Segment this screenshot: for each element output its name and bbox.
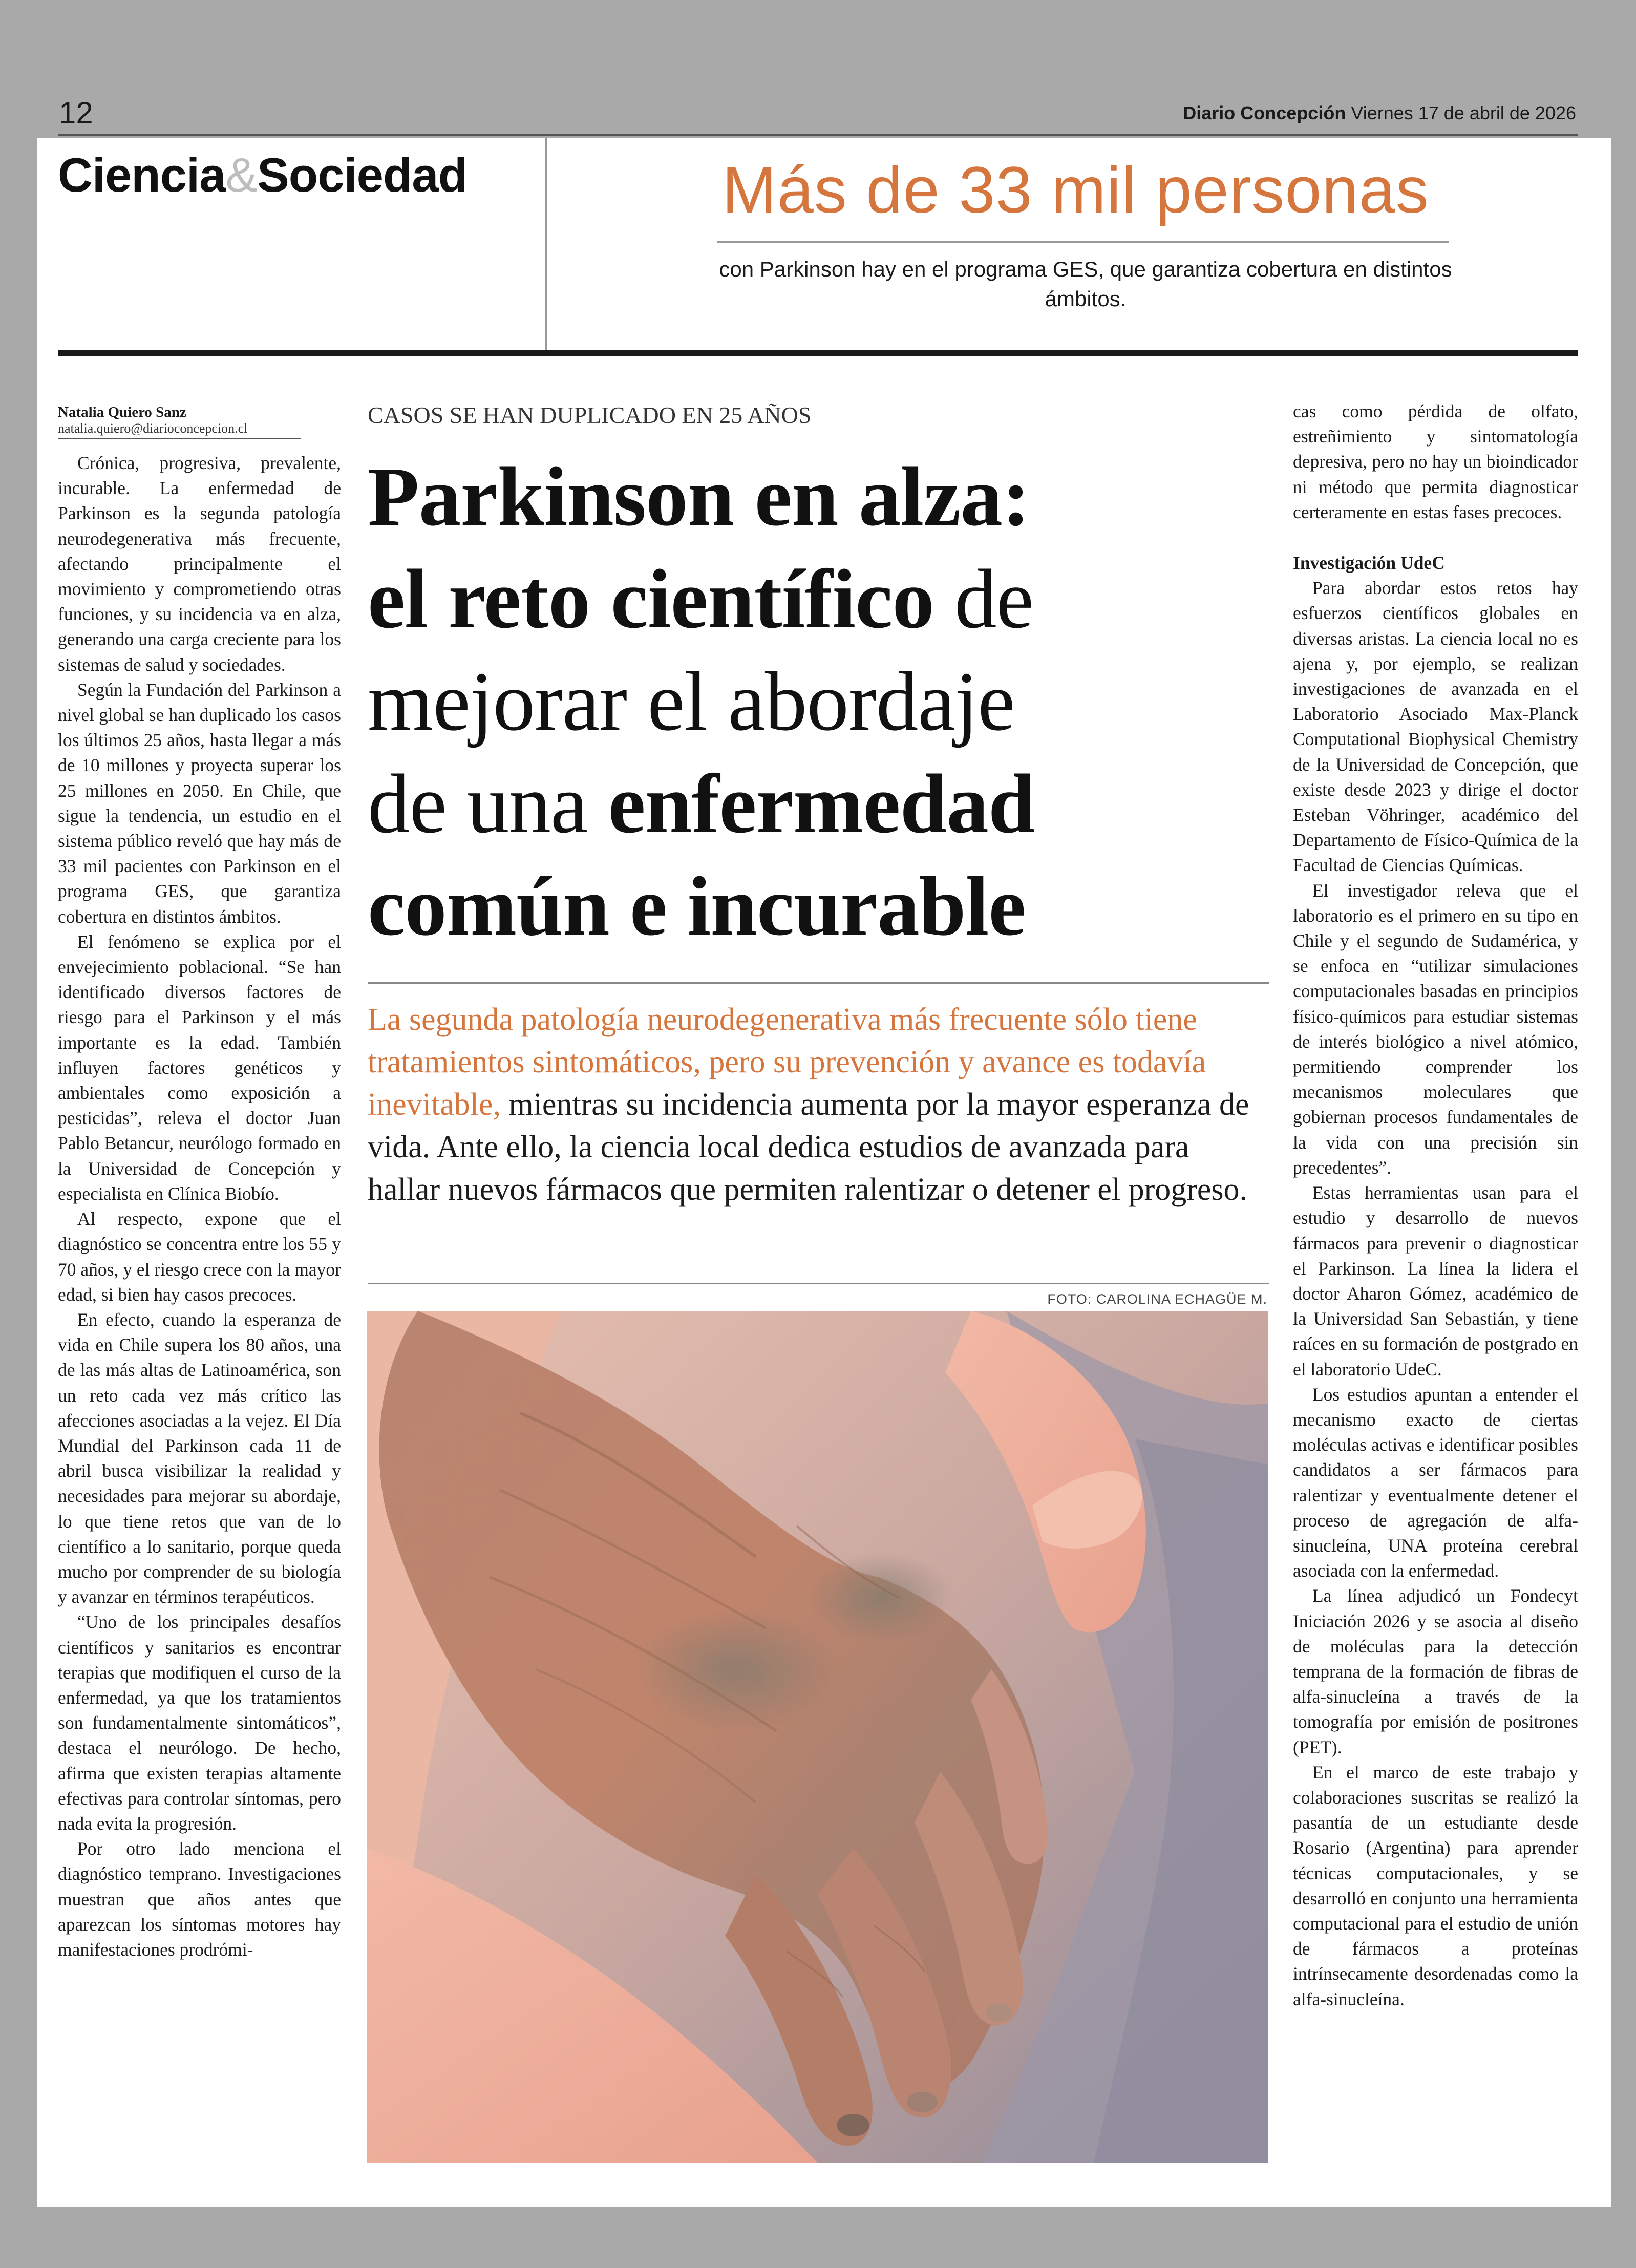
paragraph: La línea adjudicó un Fondecyt Iniciación 2026 y se asocia al diseño de moléculas para la detección temprana de la formación de fibras de alfa-sinucleína a través de la tomografía por emisión de positrones (PET).	[1293, 1585, 1578, 1757]
article-column-3	[1293, 399, 1578, 2012]
paragraph: Por otro lado menciona el diagnóstico temprano. Investigaciones muestran que años antes que aparezcan los síntomas motores hay manifestaciones prodrómi-	[58, 1838, 341, 1960]
lede-highlight: La segunda patología neurodegenerativa más frecuente sólo tiene tratamientos sintomáticos, pero su prevención y avance es todavía inevitable,	[368, 1002, 1206, 1122]
hands-photo	[367, 1311, 1268, 2163]
paragraph: “Uno de los principales desafíos científicos y sanitarios es encontrar terapias que modifiquen el curso de la enfermedad, ya que los tratamientos son fundamentalmente sintomáticos”, destaca el neurólogo. De hecho, afirma que existen terapias altamente efectivas para controlar síntomas, pero nada evita la progresión.	[58, 1612, 341, 1834]
byline-email: natalia.quiero@diarioconcepcion.cl	[58, 421, 248, 436]
headline-regular: de una	[368, 757, 608, 851]
paragraph: Según la Fundación del Parkinson a nivel global se han duplicado los casos los últimos 25 años, hasta llegar a más de 10 millones y proyecta superar los 25 millones en 2050. En Chile, que sigue la tendencia, un estudio en el sistema público reveló que hay más de 33 mil pacientes con Parkinson en el programa GES, que garantiza cobertura en distintos ámbitos.	[58, 679, 341, 927]
section-word-1: Ciencia	[58, 148, 226, 202]
paragraph: Los estudios apuntan a entender el mecanismo exacto de ciertas moléculas activas e identificar posibles candidatos a ser fármacos para ralentizar y eventualmente detener el proceso de agregación de alfa-sinucleína, UNA proteína cerebral asociada con la enfermedad.	[1293, 1384, 1578, 1581]
issue-date: Viernes 17 de abril de 2026	[1351, 102, 1576, 123]
headline-line-4	[368, 753, 1284, 855]
headline-line-1	[368, 446, 1284, 548]
lede-rule	[368, 1283, 1269, 1284]
header-divider	[545, 138, 547, 351]
paragraph: Para abordar estos retos hay esfuerzos científicos globales en diversas aristas. La ciencia local no es ajena y, por ejemplo, se realizan investigaciones de avanzada en el Laboratorio Asociado Max-Planck Computational Biophysical Chemistry de la Universidad de Concepción, que existe desde 2023 y dirige el doctor Esteban Vöhringer, académico del Departamento de Físico-Química de la Facultad de Ciencias Químicas.	[1293, 578, 1578, 876]
top-rule	[58, 134, 1578, 136]
paragraph: Al respecto, expone que el diagnóstico se concentra entre los 55 y 70 años, y el riesgo crece con la mayor edad, si bien hay casos precoces.	[58, 1209, 341, 1305]
paragraph: El investigador releva que el laboratorio es el primero en su tipo en Chile y el segundo de Sudamérica, y se enfoca en “utilizar simulaciones computacionales basadas en principios físico-químicos para estudiar sistemas de interés biológico a nivel atómico, permitiendo comprender los mecanismos moleculares que gobiernan procesos fundamentales de la vida con una precisión sin precedentes”.	[1293, 880, 1578, 1178]
headline-rule	[368, 982, 1269, 984]
newspaper-name: Diario Concepción	[1183, 102, 1346, 123]
headline-bold: Parkinson en alza:	[368, 450, 1030, 543]
section-logo	[58, 147, 467, 203]
headline-bold: común e incurable	[368, 859, 1026, 953]
headline-bold: el reto científico	[368, 552, 934, 646]
headline-line-5	[368, 855, 1284, 958]
paragraph: Crónica, progresiva, prevalente, incurable. La enfermedad de Parkinson es la segunda patología neurodegenerativa más frecuente, afectando principalmente el movimiento y comprometiendo otras funciones, y su incidencia va en alza, generando una carga creciente para los sistemas de salud y sociedades.	[58, 453, 341, 675]
kicker: CASOS SE HAN DUPLICADO EN 25 AÑOS	[368, 402, 812, 428]
paragraph: El fenómeno se explica por el envejecimiento poblacional. “Se han identificado diversos factores de riesgo para el Parkinson y el más importante es la edad. También influyen factores genéticos y ambientales como exposición a pesticidas”, releva el doctor Juan Pablo Betancur, neurólogo formado en la Universidad de Concepción y especialista en Clínica Biobío.	[58, 931, 341, 1204]
paragraph: En efecto, cuando la esperanza de vida en Chile supera los 80 años, una de las más altas de Latinoamérica, son un reto cada vez más crítico las afecciones asociadas a la vejez. El Día Mundial del Parkinson cada 11 de abril busca visibilizar la realidad y necesidades para mejorar su abordaje, lo que tiene retos que van de lo científico a lo sanitario, porque queda mucho por comprender de su biología y avanzar en términos terapéuticos.	[58, 1309, 341, 1607]
headline-line-3: mejorar el abordaje	[368, 654, 1015, 748]
byline-author: Natalia Quiero Sanz	[58, 404, 186, 420]
headline-bold: enfermedad	[608, 757, 1035, 851]
lede-text: mientras su incidencia aumenta por la mayor esperanza de vida. Ante ello, la ciencia local dedica estudios de avanzada para hallar nuevos fármacos que permiten ralentizar o detener el progreso.	[368, 1087, 1249, 1207]
headline-line-2	[368, 548, 1284, 650]
section-word-2: Sociedad	[257, 148, 467, 202]
paragraph: Estas herramientas usan para el estudio y desarrollo de nuevos fármacos para prevenir o diagnosticar el Parkinson. La línea la lidera el doctor Aharon Gómez, académico de la Universidad San Sebastián, y tiene raíces en su formación de postgrado en el laboratorio UdeC.	[1293, 1182, 1578, 1380]
subheading: Investigación UdeC	[1293, 553, 1445, 574]
headline-regular: de	[933, 552, 1033, 646]
lede	[368, 999, 1269, 1211]
stat-headline: Más de 33 mil personas	[722, 154, 1429, 227]
paragraph-continuation: cas como pérdida de olfato, estreñimiento y sintomatología depresiva, pero no hay un bioindicador ni método que permita diagnosticar certeramente en estas fases precoces.	[1293, 401, 1578, 522]
page-number: 12	[59, 96, 93, 130]
photo-credit: FOTO: CAROLINA ECHAGÜE M.	[1047, 1291, 1267, 1307]
byline-rule	[58, 438, 301, 439]
header-thick-rule	[58, 350, 1578, 356]
stat-rule	[717, 241, 1449, 243]
headline	[368, 446, 1284, 958]
article-column-1	[58, 451, 341, 1962]
section-ampersand: &	[225, 148, 258, 202]
stat-caption: con Parkinson hay en el programa GES, que garantiza cobertura en distintos ámbitos.	[719, 257, 1452, 311]
paragraph: En el marco de este trabajo y colaboraciones suscritas se realizó la pasantía de un estudiante desde Rosario (Argentina) para aprender técnicas computacionales, y se desarrolló en conjunto una herramienta computacional para el estudio de unión de fármacos a proteínas intrínsecamente desordenadas como la alfa-sinucleína.	[1293, 1762, 1578, 2009]
folio	[1183, 102, 1576, 124]
